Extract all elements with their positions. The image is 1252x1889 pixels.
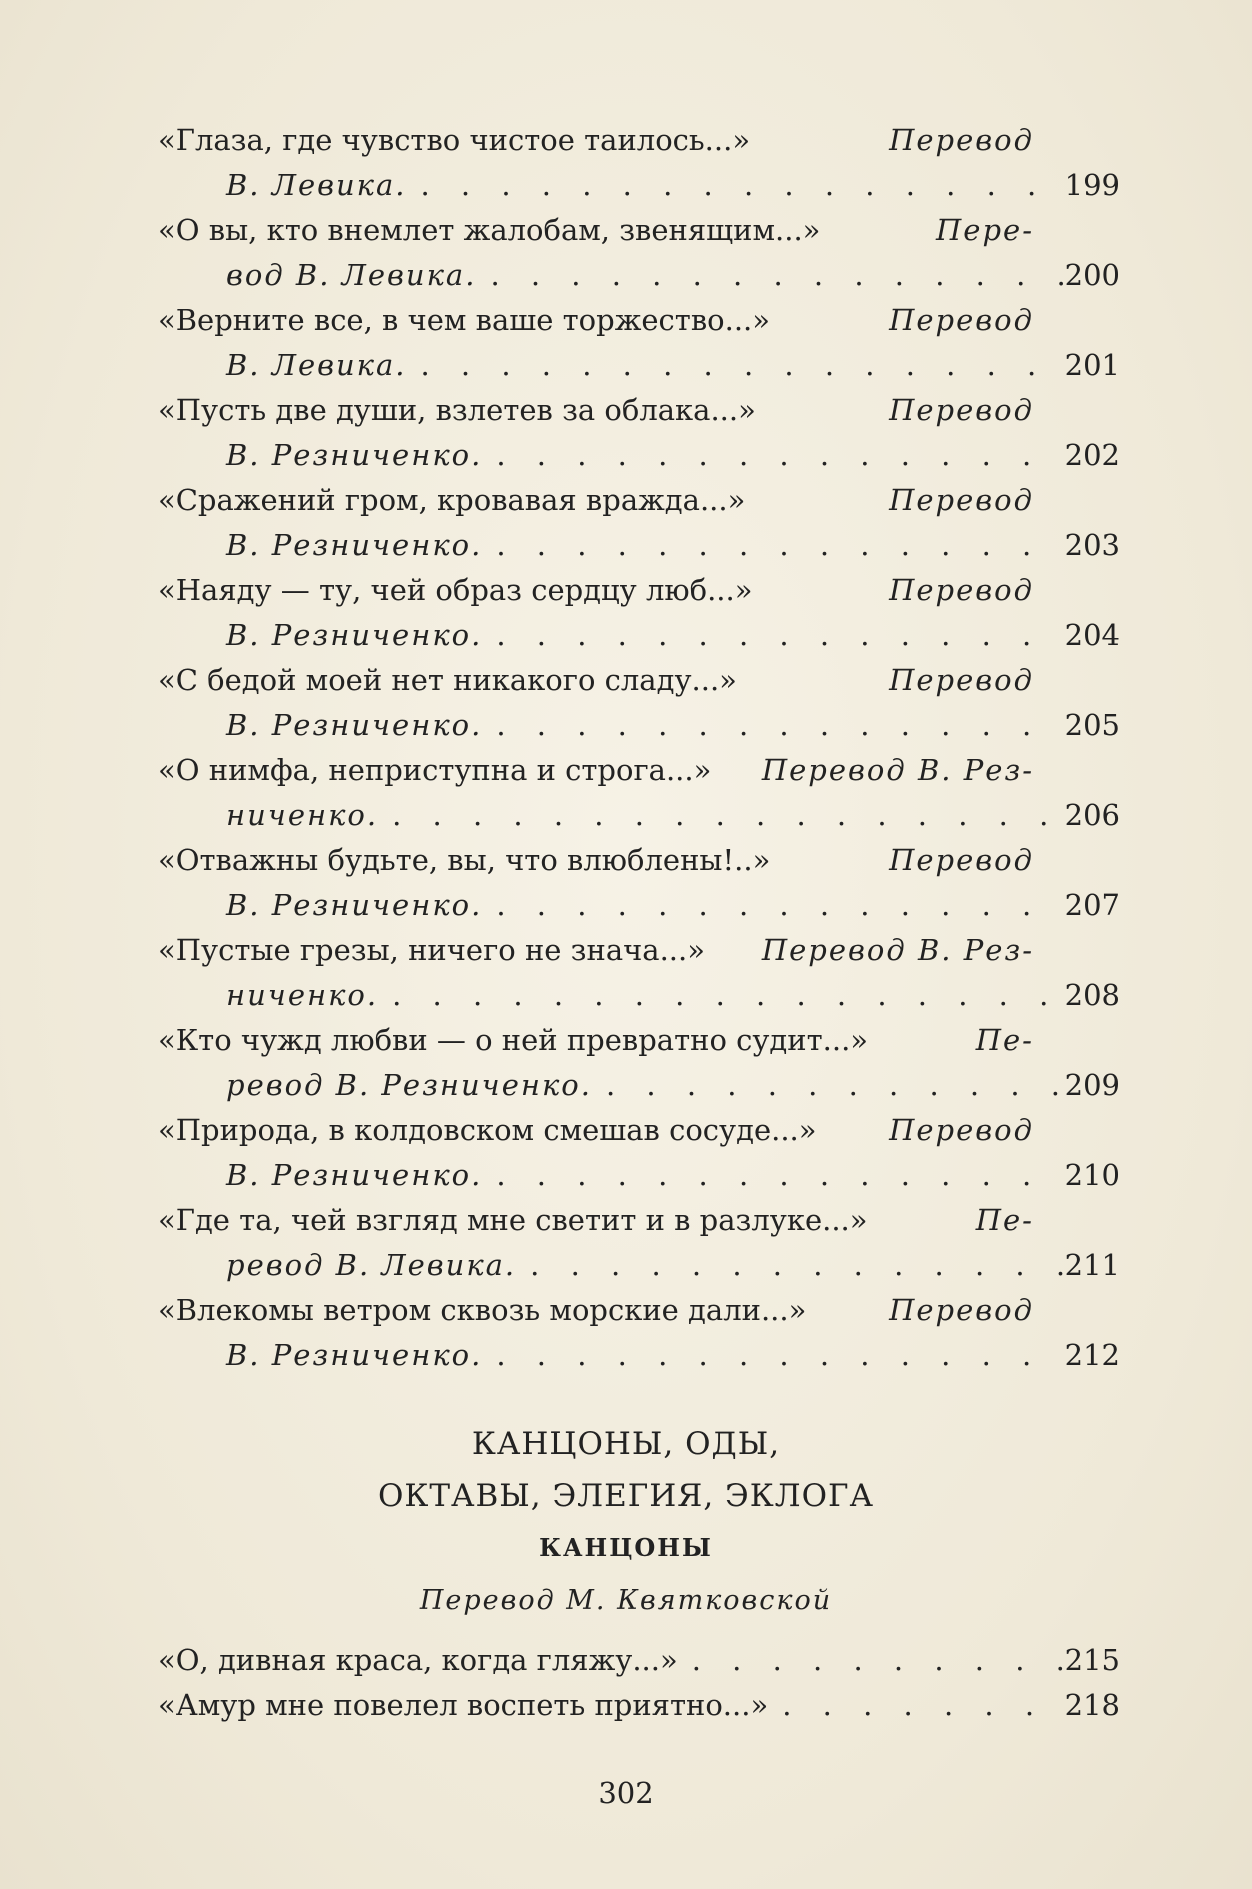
entry-page: 215	[1064, 1643, 1120, 1677]
toc-entry	[158, 298, 1120, 388]
page-number: 302	[598, 1776, 654, 1810]
entry-translator-cont: В. Резниченко.	[226, 438, 483, 472]
section-toc-list	[158, 1638, 1120, 1728]
section-subtitle: КАНЦОНЫ	[539, 1533, 713, 1562]
leader-dots	[482, 523, 1064, 567]
toc-entry	[158, 568, 1120, 658]
entry-translator-cont: ревод В. Резниченко.	[226, 1068, 592, 1102]
entry-page: 206	[1064, 798, 1120, 832]
entry-translator: Перевод	[889, 393, 1034, 427]
entry-title: «Пусть две души, взлетев за облака...»	[158, 393, 756, 427]
entry-page: 202	[1064, 438, 1120, 472]
entry-translator-cont: В. Левика.	[226, 348, 407, 382]
leader-dots	[476, 253, 1064, 297]
entry-translator: Перевод	[889, 843, 1034, 877]
leader-dots	[678, 1638, 1064, 1682]
leader-dots	[482, 703, 1064, 747]
entry-title: «Кто чужд любви — о ней превратно судит...»	[158, 1023, 869, 1057]
entry-translator: Перевод В. Рез-	[761, 933, 1034, 967]
toc-entry	[158, 1683, 1120, 1728]
leader-dots	[378, 793, 1064, 837]
entry-translator-cont: В. Резниченко.	[226, 888, 483, 922]
entry-translator-cont: В. Резниченко.	[226, 618, 483, 652]
entry-translator: Пе-	[975, 1023, 1034, 1057]
entry-translator-cont: В. Резниченко.	[226, 1158, 483, 1192]
entry-title: «С бедой моей нет никакого сладу...»	[158, 663, 737, 697]
entry-page: 200	[1064, 258, 1120, 292]
entry-translator-cont: В. Резниченко.	[226, 1338, 483, 1372]
entry-title: «Где та, чей взгляд мне светит и в разлуке...»	[158, 1203, 868, 1237]
toc-entry	[158, 1638, 1120, 1683]
entry-translator: Перевод	[889, 483, 1034, 517]
leader-dots	[482, 883, 1064, 927]
entry-title: «О, дивная краса, когда гляжу...»	[158, 1643, 678, 1677]
toc-list	[158, 118, 1120, 1378]
entry-translator: Перевод	[889, 1293, 1034, 1327]
entry-translator: Перевод	[889, 1113, 1034, 1147]
entry-title: «Природа, в колдовском смешав сосуде...»	[158, 1113, 817, 1147]
entry-translator: Пе-	[975, 1203, 1034, 1237]
toc-entry	[158, 1108, 1120, 1198]
entry-page: 209	[1064, 1068, 1120, 1102]
leader-dots	[482, 1333, 1064, 1377]
entry-title: «Наяду — ту, чей образ сердцу люб...»	[158, 573, 753, 607]
toc-entry	[158, 928, 1120, 1018]
entry-page: 207	[1064, 888, 1120, 922]
entry-translator-cont: ревод В. Левика.	[226, 1248, 517, 1282]
leader-dots	[482, 433, 1064, 477]
entry-page: 203	[1064, 528, 1120, 562]
leader-dots	[407, 163, 1065, 207]
entry-page: 205	[1064, 708, 1120, 742]
entry-page: 212	[1064, 1338, 1120, 1372]
leader-dots	[482, 613, 1064, 657]
toc-entry	[158, 1198, 1120, 1288]
entry-translator: Пере-	[936, 213, 1034, 247]
entry-translator: Перевод	[889, 303, 1034, 337]
toc-entry	[158, 658, 1120, 748]
toc-entry	[158, 118, 1120, 208]
toc-entry	[158, 388, 1120, 478]
entry-title: «О нимфа, неприступна и строга...»	[158, 753, 712, 787]
section-title	[0, 1418, 1252, 1522]
entry-translator: Перевод	[889, 663, 1034, 697]
entry-title: «Верните все, в чем ваше торжество...»	[158, 303, 771, 337]
entry-translator: Перевод	[889, 123, 1034, 157]
entry-translator: Перевод	[889, 573, 1034, 607]
entry-page: 201	[1064, 348, 1120, 382]
section-title-line1: КАНЦОНЫ, ОДЫ,	[471, 1426, 781, 1462]
entry-title: «Амур мне повелел воспеть приятно...»	[158, 1688, 769, 1722]
entry-title: «Глаза, где чувство чистое таилось...»	[158, 123, 751, 157]
leader-dots	[516, 1243, 1064, 1287]
entry-page: 218	[1064, 1688, 1120, 1722]
entry-translator: Перевод В. Рез-	[761, 753, 1034, 787]
leader-dots	[378, 973, 1064, 1017]
entry-page: 199	[1064, 168, 1120, 202]
entry-translator-cont: вод В. Левика.	[226, 258, 477, 292]
entry-title: «Сражений гром, кровавая вражда...»	[158, 483, 746, 517]
entry-title: «О вы, кто внемлет жалобам, звенящим...»	[158, 213, 821, 247]
entry-translator-cont: В. Резниченко.	[226, 528, 483, 562]
leader-dots	[482, 1153, 1064, 1197]
entry-translator-cont: ниченко.	[226, 798, 379, 832]
entry-title: «Влекомы ветром сквозь морские дали...»	[158, 1293, 807, 1327]
entry-page: 210	[1064, 1158, 1120, 1192]
section-translator: Перевод М. Квятковской	[419, 1585, 833, 1616]
toc-entry	[158, 1288, 1120, 1378]
toc-entry	[158, 208, 1120, 298]
entry-title: «Отважны будьте, вы, что влюблены!..»	[158, 843, 771, 877]
entry-translator-cont: ниченко.	[226, 978, 379, 1012]
toc-entry	[158, 748, 1120, 838]
entry-page: 211	[1064, 1248, 1120, 1282]
entry-title: «Пустые грезы, ничего не знача...»	[158, 933, 705, 967]
toc-entry	[158, 838, 1120, 928]
entry-page: 204	[1064, 618, 1120, 652]
entry-translator-cont: В. Резниченко.	[226, 708, 483, 742]
entry-page: 208	[1064, 978, 1120, 1012]
leader-dots	[407, 343, 1065, 387]
toc-entry	[158, 478, 1120, 568]
leader-dots	[592, 1063, 1064, 1107]
leader-dots	[768, 1683, 1064, 1727]
section-title-line2: ОКТАВЫ, ЭЛЕГИЯ, ЭКЛОГА	[377, 1478, 875, 1514]
toc-entry	[158, 1018, 1120, 1108]
entry-translator-cont: В. Левика.	[226, 168, 407, 202]
